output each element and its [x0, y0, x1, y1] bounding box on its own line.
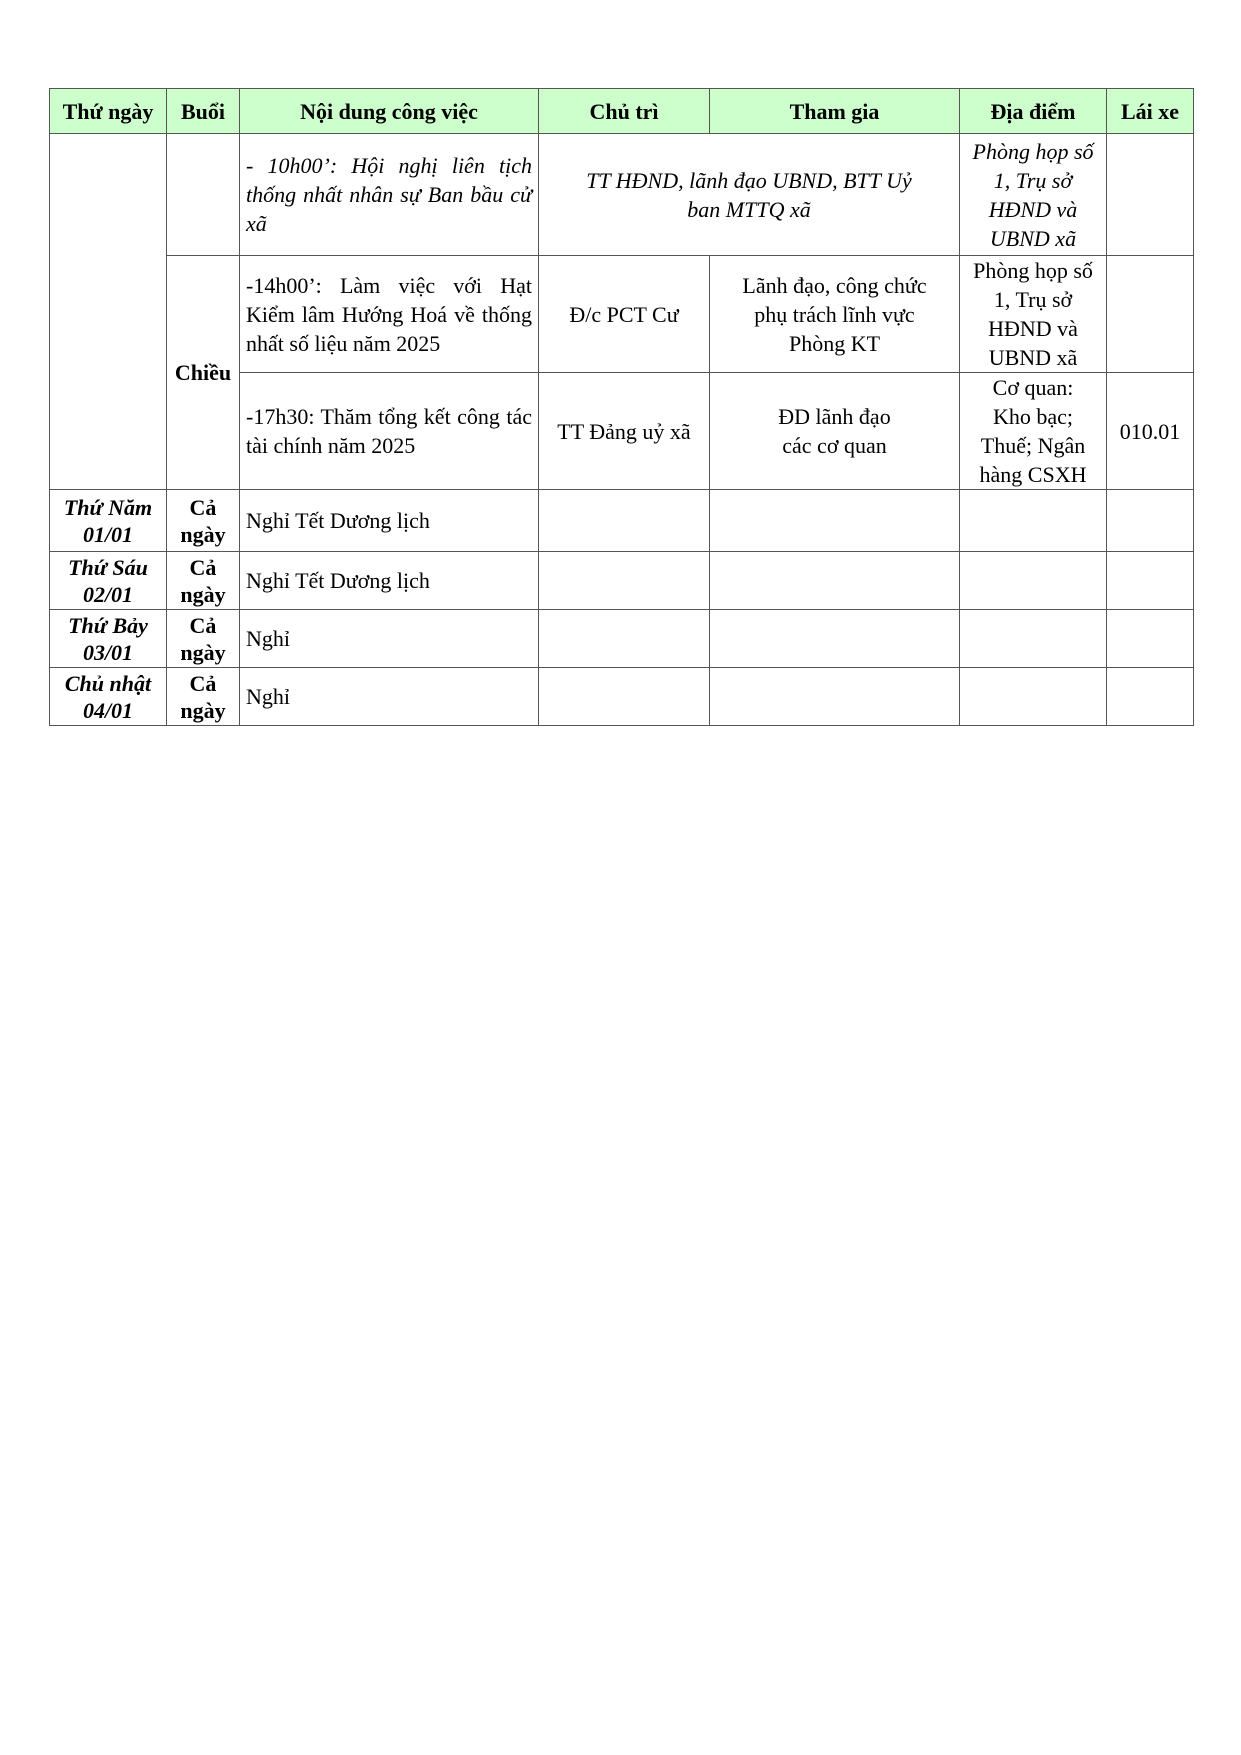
content-cell: Nghỉ Tết Dương lịch	[240, 552, 539, 610]
session-cell	[167, 552, 240, 610]
header-location: Địa điểm	[960, 89, 1107, 134]
day-name: Thứ Bảy	[68, 612, 148, 638]
date-cell	[50, 610, 167, 668]
content-cell: -17h30: Thăm tổng kết công tác tài chính năm 2025	[240, 373, 539, 490]
chair-cell	[539, 610, 710, 668]
chair-cell	[539, 490, 710, 552]
driver-cell	[1107, 610, 1194, 668]
location-cell	[960, 668, 1107, 726]
session-line-2: ngày	[180, 581, 226, 607]
driver-cell	[1107, 490, 1194, 552]
table-row	[50, 552, 1194, 610]
driver-cell	[1107, 552, 1194, 610]
driver-cell	[1107, 668, 1194, 726]
driver-cell	[1107, 256, 1194, 373]
header-session: Buổi	[167, 89, 240, 134]
chair-participants-cell: TT HĐND, lãnh đạo UBND, BTT Uỷ ban MTTQ xã	[539, 134, 960, 256]
participants-cell	[710, 552, 960, 610]
header-date: Thứ ngày	[50, 89, 167, 134]
header-participants: Tham gia	[710, 89, 960, 134]
table-row	[50, 490, 1194, 552]
schedule-table	[49, 88, 1194, 726]
participants-line-1: ĐD lãnh đạo	[778, 404, 891, 429]
participants-cell	[710, 668, 960, 726]
location-cell: Cơ quan: Kho bạc; Thuế; Ngân hàng CSXH	[960, 373, 1107, 490]
content-cell: Nghỉ	[240, 668, 539, 726]
session-cell	[167, 668, 240, 726]
chair-cell: TT Đảng uỷ xã	[539, 373, 710, 490]
chair-cell: Đ/c PCT Cư	[539, 256, 710, 373]
date-cell	[50, 552, 167, 610]
day-date: 04/01	[82, 697, 134, 723]
content-cell: -14h00’: Làm việc với Hạt Kiểm lâm Hướng Hoá về thống nhất số liệu năm 2025	[240, 256, 539, 373]
session-line-2: ngày	[180, 697, 226, 723]
header-chair: Chủ trì	[539, 89, 710, 134]
day-name: Chủ nhật	[64, 670, 152, 696]
session-line-1: Cả	[189, 612, 217, 638]
location-cell: Phòng họp số 1, Trụ sở HĐND và UBND xã	[960, 256, 1107, 373]
header-row	[50, 89, 1194, 134]
table-row	[50, 668, 1194, 726]
session-line-1: Cả	[189, 554, 217, 580]
driver-cell	[1107, 134, 1194, 256]
header-driver: Lái xe	[1107, 89, 1194, 134]
day-date: 03/01	[82, 639, 134, 665]
content-cell: - 10h00’: Hội nghị liên tịch thống nhất nhân sự Ban bầu cử xã	[240, 134, 539, 256]
participants-cell	[710, 373, 960, 490]
session-cell	[167, 610, 240, 668]
location-cell	[960, 610, 1107, 668]
session-cell	[167, 490, 240, 552]
table-row	[50, 256, 1194, 373]
participants-line-2: các cơ quan	[782, 433, 887, 458]
day-date: 01/01	[82, 521, 134, 547]
session-line-2: ngày	[180, 639, 226, 665]
participants-cell: Lãnh đạo, công chức phụ trách lĩnh vực Phòng KT	[710, 256, 960, 373]
day-name: Thứ Sáu	[68, 554, 148, 580]
driver-cell: 010.01	[1107, 373, 1194, 490]
header-content: Nội dung công việc	[240, 89, 539, 134]
day-date: 02/01	[82, 581, 134, 607]
location-cell	[960, 490, 1107, 552]
session-cell: Chiều	[167, 256, 240, 490]
participants-cell	[710, 490, 960, 552]
content-cell: Nghỉ	[240, 610, 539, 668]
location-cell: Phòng họp số 1, Trụ sở HĐND và UBND xã	[960, 134, 1107, 256]
session-cell-empty	[167, 134, 240, 256]
day-name: Thứ Năm	[63, 494, 153, 520]
session-line-1: Cả	[189, 670, 217, 696]
chair-cell	[539, 668, 710, 726]
location-cell	[960, 552, 1107, 610]
content-cell: Nghỉ Tết Dương lịch	[240, 490, 539, 552]
date-cell-empty	[50, 134, 167, 490]
participants-cell	[710, 610, 960, 668]
date-cell	[50, 668, 167, 726]
chair-cell	[539, 552, 710, 610]
table-row	[50, 134, 1194, 256]
session-line-2: ngày	[180, 521, 226, 547]
table-row	[50, 610, 1194, 668]
session-line-1: Cả	[189, 494, 217, 520]
date-cell	[50, 490, 167, 552]
